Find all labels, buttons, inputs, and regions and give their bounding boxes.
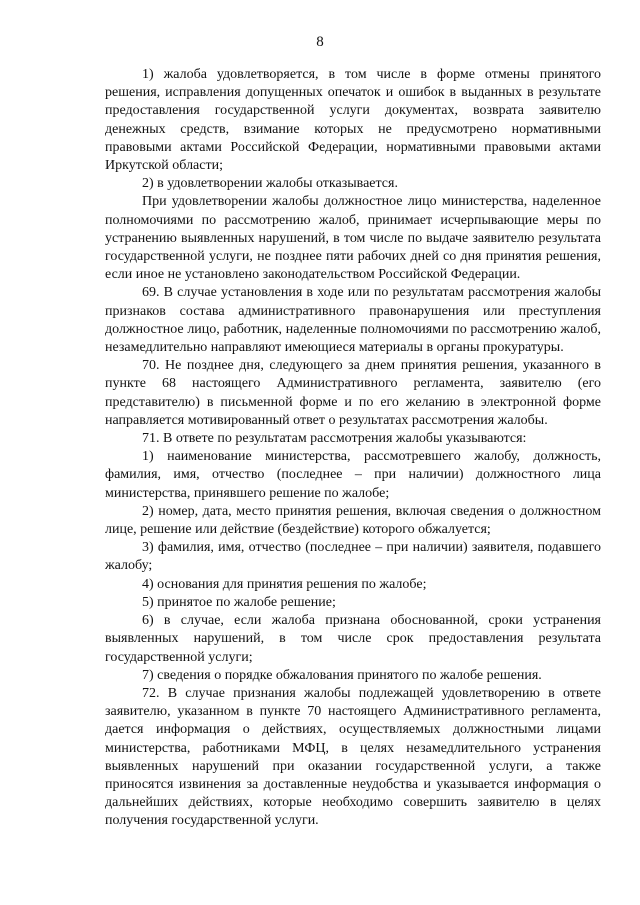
paragraph-69: 69. В случае установления в ходе или по результатам рассмотрения жалобы признаков состава административного правонарушения или преступления должностное лицо, работник, наделенные полномочиями по рассмотрению жалоб, незамедлительно направляют имеющиеся материалы в органы прокуратуры. (105, 285, 601, 356)
paragraph-71-item-2: 2) номер, дата, место принятия решения, включая сведения о должностном лице, решение или действие (бездействие) которого обжалуется; (105, 503, 601, 538)
paragraph-71: 71. В ответе по результатам рассмотрения жалобы указываются: (142, 431, 527, 447)
paragraph-71-item-1: 1) наименование министерства, рассмотревшего жалобу, должность, фамилия, имя, отчество (последнее – при наличии) должностного лица министерства, принявшего решение по жалобе; (105, 449, 601, 501)
paragraph-remedy: При удовлетворении жалобы должностное лицо министерства, наделенное полномочиями по рассмотрению жалоб, принимает исчерпывающие меры по устранению выявленных нарушений, в том числе по выдаче заявителю результата государственной услуги, не позднее пяти рабочих дней со дня принятия решения, если иное не установлено законодательством Российской Федерации. (105, 194, 601, 283)
page-number: 8 (316, 34, 324, 50)
paragraph-71-item-7: 7) сведения о порядке обжалования принятого по жалобе решения. (142, 667, 542, 683)
paragraph-72: 72. В случае признания жалобы подлежащей удовлетворению в ответе заявителю, указанном в пункте 70 настоящего Административного регламента, дается информация о действиях, осуществляемых должностными лицами министерства, работниками МФЦ, в целях незамедлительного устранения выявленных нарушений при оказании государственной услуги, а также приносятся извинения за доставленные неудобства и указывается информация о дальнейших действиях, которые необходимо совершить заявителю в целях получения государственной услуги. (105, 685, 601, 829)
paragraph-68-item-1: 1) жалоба удовлетворяется, в том числе в форме отмены принятого решения, исправления допущенных опечаток и ошибок в выданных в результате предоставления государственной услуги документах, возврата заявителю денежных средств, взимание которых не предусмотрено нормативными правовыми актами Российской Федерации, нормативными правовыми актами Иркутской области; (105, 67, 601, 174)
paragraph-71-item-5: 5) принятое по жалобе решение; (142, 594, 336, 610)
paragraph-70: 70. Не позднее дня, следующего за днем принятия решения, указанного в пункте 68 настоящего Административного регламента, заявителю (его представителю) в письменной форме и по его желанию в электронной форме направляется мотивированный ответ о результатах рассмотрения жалобы. (105, 358, 601, 428)
paragraph-68-item-2: 2) в удовлетворении жалобы отказывается. (142, 176, 398, 192)
paragraph-71-item-4: 4) основания для принятия решения по жалобе; (142, 576, 427, 592)
document-body (105, 66, 601, 831)
paragraph-71-item-3: 3) фамилия, имя, отчество (последнее – при наличии) заявителя, подавшего жалобу; (105, 540, 601, 574)
paragraph-71-item-6: 6) в случае, если жалоба признана обоснованной, сроки устранения выявленных нарушений, в том числе срок предоставления результата государственной услуги; (105, 613, 601, 665)
